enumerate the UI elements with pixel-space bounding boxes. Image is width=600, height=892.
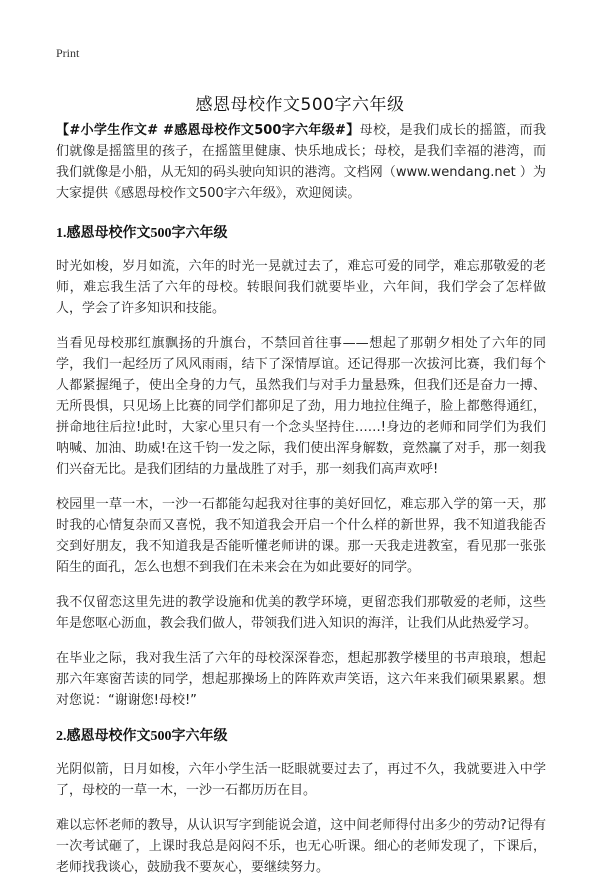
article-body [56, 120, 546, 892]
paragraph: 光阴似箭，日月如梭，六年小学生活一眨眼就要过去了，再过不久，我就要进入中学了，母校的一草一木，一沙一石都历历在目。 [56, 762, 546, 798]
paragraph: 当看见母校那红旗飘扬的升旗台，不禁回首往事——想起了那朝夕相处了六年的同学，我们一起经历了风风雨雨，结下了深情厚谊。还记得那一次拔河比赛，我们每个人都紧握绳子，使出全身的力气，虽然我们与对手力量悬殊，但我们还是奋力一搏、无所畏惧，只见场上比赛的同学们都卯足了劲，用力地拉住绳子，脸上都憋得通红，拼命地往后拉!此时，大家心里只有一个念头坚持住……!身边的老师和同学们为我们呐喊、加油、助威!在这千钧一发之际，我们使出浑身解数，竟然赢了对手，那一刻我们兴奋无比。是我们团结的力量战胜了对手，那一刻我们高声欢呼! [56, 336, 546, 477]
page-title: 感恩母校作文500字六年级 [195, 95, 405, 116]
paragraph: 校园里一草一木，一沙一石都能勾起我对往事的美好回忆，难忘那入学的第一天，那时我的心情复杂而又喜悦，我不知道我会开启一个什么样的新世界，我不知道我能否交到好朋友，我不知道我是否能听懂老师讲的课。那一天我走进教室，看见那一张张陌生的面孔，怎么也想不到我们在未来会在为如此要好的同学。 [56, 497, 546, 575]
paragraph: 我不仅留恋这里先进的教学设施和优美的教学环境，更留恋我们那敬爱的老师，这些年是您呕心沥血，教会我们做人，带领我们进入知识的海洋，让我们从此热爱学习。 [56, 595, 546, 631]
paragraph: 难以忘怀老师的教导，从认识写字到能说会道，这中间老师得付出多少的劳动?记得有一次考试砸了，上课时我总是闷闷不乐，也无心听课。细心的老师发现了，下课后，老师找我谈心，鼓励我不要灰心，要继续努力。 [56, 818, 546, 875]
section-heading: 2.感恩母校作文500字六年级 [56, 729, 228, 744]
section-heading: 1.感恩母校作文500字六年级 [56, 226, 228, 241]
intro-tags: 【#小学生作文# #感恩母校作文500字六年级#】 [56, 123, 360, 138]
paragraph: 时光如梭，岁月如流，六年的时光一晃就过去了，难忘可爱的同学，难忘那敬爱的老师，难忘我生活了六年的母校。转眼间我们就要毕业，六年间，我们学会了怎样做人，学会了许多知识和技能。 [56, 259, 546, 316]
intro-text: 母校，是我们成长的摇篮，而我们就像是摇篮里的孩子，在摇篮里健康、快乐地成长；母校，是我们幸福的港湾，而我们就像是小船，从无知的码头驶向知识的港湾。文档网（www.wendang.net ）为大家提供《感恩母校作文500字六年级》，欢迎阅读。 [56, 123, 546, 201]
paragraph: 在毕业之际，我对我生活了六年的母校深深眷恋，想起那教学楼里的书声琅琅，想起那六年寒窗苦读的同学，想起那操场上的阵阵欢声笑语，这六年来我们硕果累累。想对您说：“谢谢您!母校!” [56, 651, 546, 708]
print-label: Print [56, 46, 80, 60]
intro-paragraph [56, 120, 546, 204]
